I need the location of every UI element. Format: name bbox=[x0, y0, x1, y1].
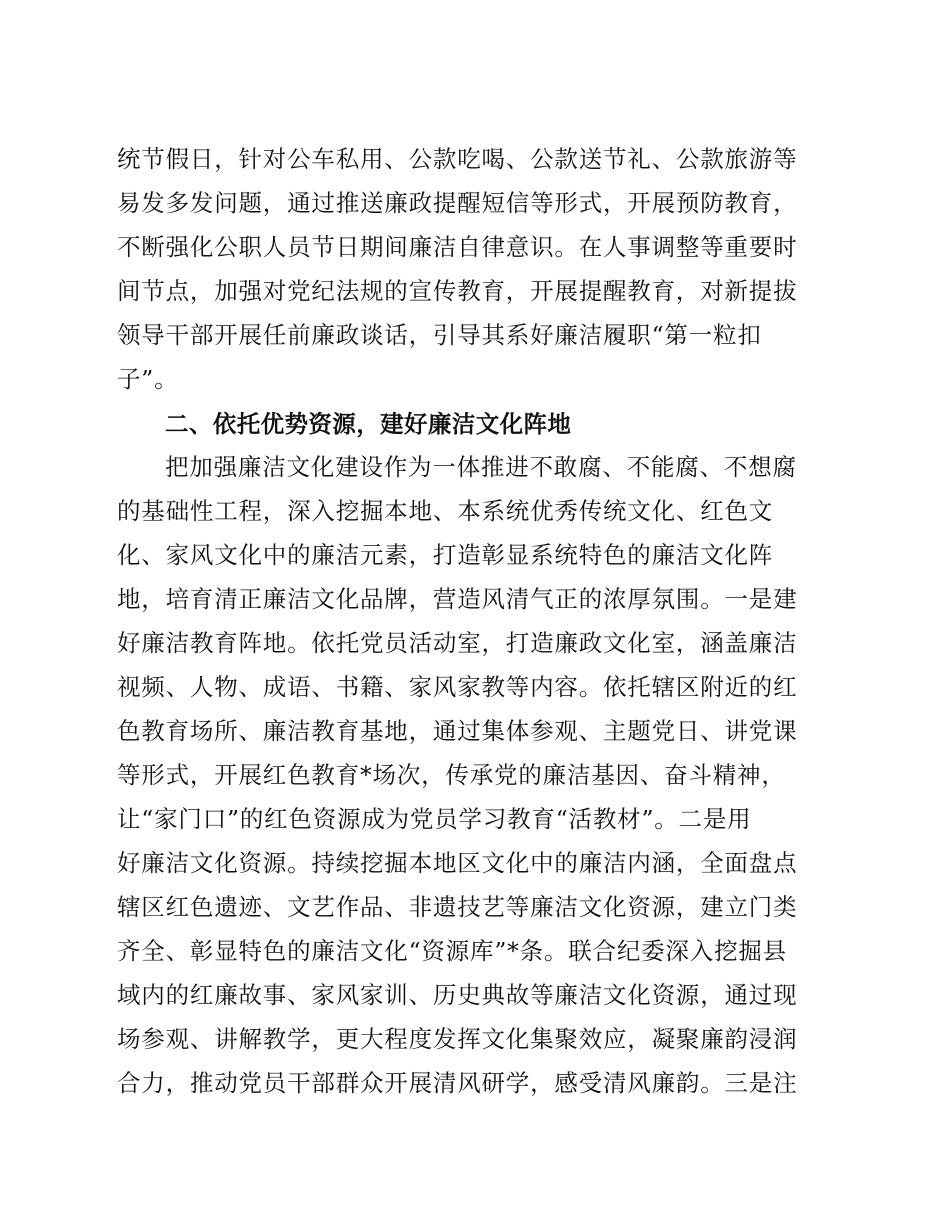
body-text-line: 场参观、讲解教学，更大程度发挥文化集聚效应，凝聚廉韵浸润 bbox=[117, 1025, 798, 1053]
body-text-line: 的基础性工程，深入挖掘本地、本系统优秀传统文化、红色文 bbox=[117, 497, 774, 525]
body-text-line: 间节点，加强对党纪法规的宣传教育，开展提醒教育，对新提拔 bbox=[117, 277, 798, 305]
body-text-line: 齐全、彰显特色的廉洁文化“资源库”*条。联合纪委深入挖掘县 bbox=[117, 937, 787, 965]
section-heading: 二、依托优势资源，建好廉洁文化阵地 bbox=[165, 410, 572, 438]
body-text-line: 色教育场所、廉洁教育基地，通过集体参观、主题党日、讲党课 bbox=[117, 717, 798, 745]
body-text-line: 等形式，开展红色教育*场次，传承党的廉洁基因、奋斗精神， bbox=[117, 761, 786, 789]
body-text-line: 域内的红廉故事、家风家训、历史典故等廉洁文化资源，通过现 bbox=[117, 981, 798, 1009]
body-text-line: 好廉洁文化资源。持续挖掘本地区文化中的廉洁内涵，全面盘点 bbox=[117, 849, 798, 877]
body-text-line: 统节假日，针对公车私用、公款吃喝、公款送节礼、公款旅游等 bbox=[117, 145, 798, 173]
body-text-line: 化、家风文化中的廉洁元素，打造彰显系统特色的廉洁文化阵 bbox=[117, 541, 774, 569]
body-text-line: 好廉洁教育阵地。依托党员活动室，打造廉政文化室，涵盖廉洁 bbox=[117, 629, 798, 657]
body-text-line: 地，培育清正廉洁文化品牌，营造风清气正的浓厚氛围。一是建 bbox=[117, 585, 798, 613]
body-text-line: 合力，推动党员干部群众开展清风研学，感受清风廉韵。三是注 bbox=[117, 1069, 798, 1097]
body-text-line: 易发多发问题，通过推送廉政提醒短信等形式，开展预防教育， bbox=[117, 189, 798, 217]
body-text-line: 辖区红色遗迹、文艺作品、非遗技艺等廉洁文化资源，建立门类 bbox=[117, 893, 798, 921]
body-text-line: 子”。 bbox=[117, 365, 179, 393]
body-text-line: 让“家门口”的红色资源成为党员学习教育“活教材”。二是用 bbox=[117, 805, 752, 833]
body-text-line: 视频、人物、成语、书籍、家风家教等内容。依托辖区附近的红 bbox=[117, 673, 798, 701]
body-text-line: 领导干部开展任前廉政谈话，引导其系好廉洁履职“第一粒扣 bbox=[117, 321, 762, 349]
body-text-line: 不断强化公职人员节日期间廉洁自律意识。在人事调整等重要时 bbox=[117, 233, 798, 261]
paragraph-first-line: 把加强廉洁文化建设作为一体推进不敢腐、不能腐、不想腐 bbox=[165, 453, 797, 481]
